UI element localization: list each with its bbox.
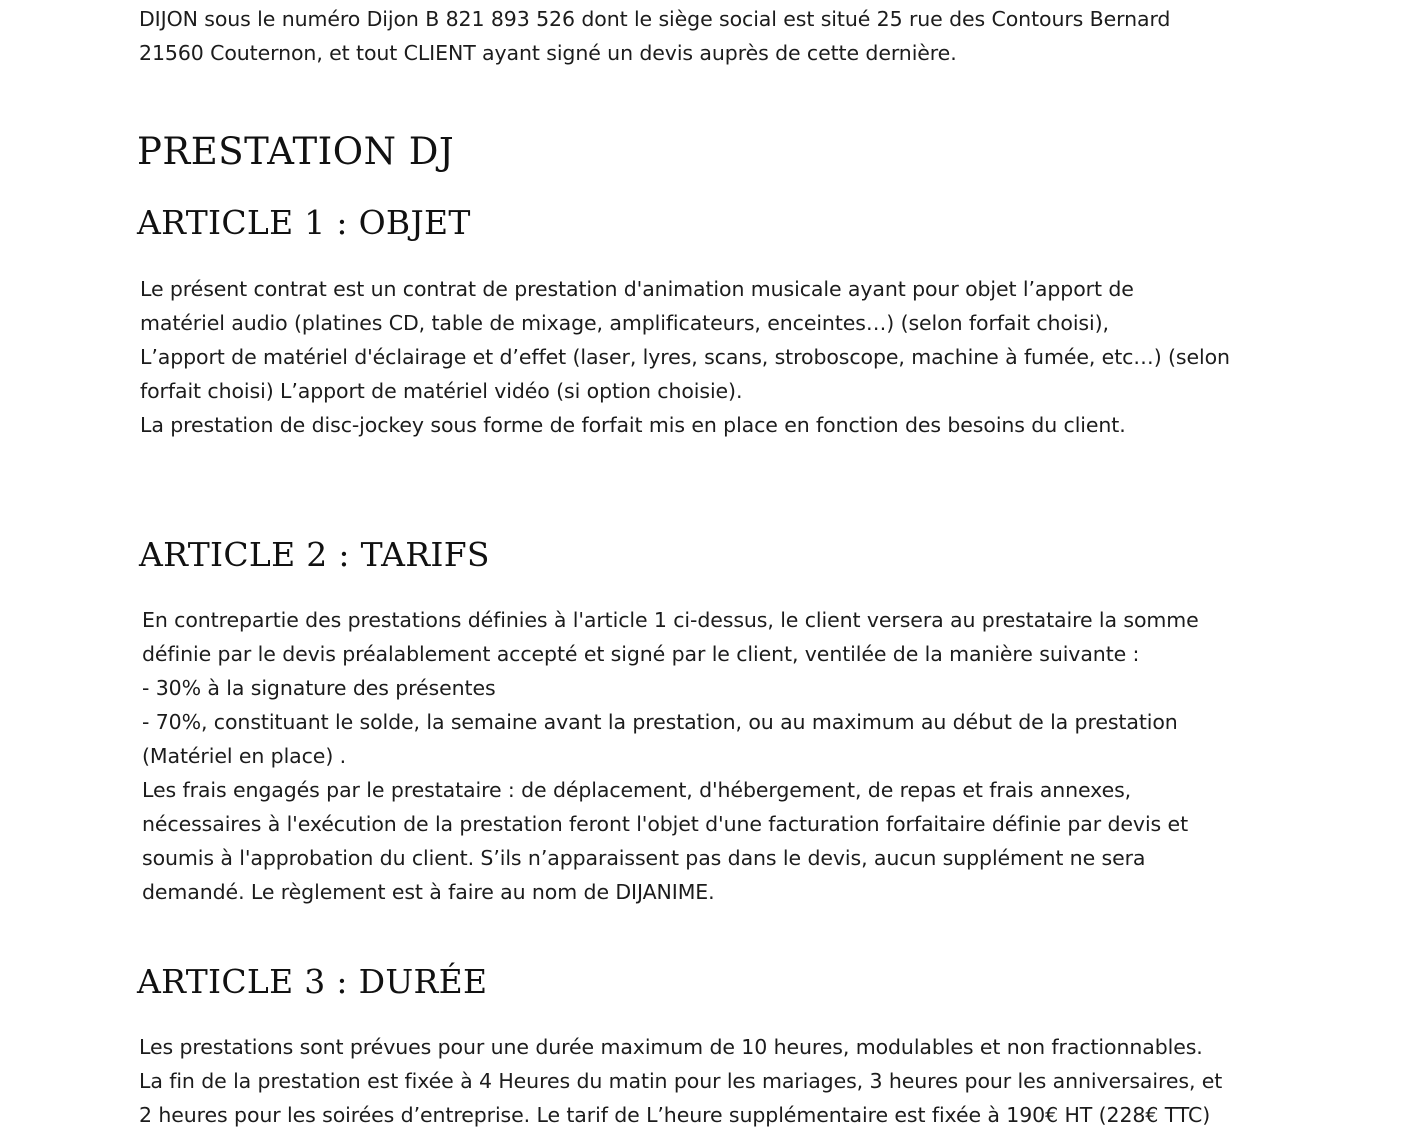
article-1-line: forfait choisi) L’apport de matériel vidéo (si option choisie).: [140, 379, 743, 403]
intro-paragraph: [139, 2, 1170, 70]
article-2-line: Les frais engagés par le prestataire : de déplacement, d'hébergement, de repas et frais annexes,: [142, 778, 1132, 802]
section-title: PRESTATION DJ: [137, 130, 455, 173]
article-3-body: [139, 1030, 1222, 1132]
article-2-line: (Matériel en place) .: [142, 744, 347, 768]
article-1-body: [140, 272, 1230, 442]
article-2-line: nécessaires à l'exécution de la prestation feront l'objet d'une facturation forfaitaire définie par devis et: [142, 812, 1189, 836]
article-2-line: - 30% à la signature des présentes: [142, 676, 496, 700]
article-1-line: matériel audio (platines CD, table de mixage, amplificateurs, enceintes…) (selon forfait choisi),: [140, 311, 1109, 335]
article-2-line: En contrepartie des prestations définies à l'article 1 ci-dessus, le client versera au prestataire la somme: [142, 608, 1199, 632]
article-2-line: définie par le devis préalablement accepté et signé par le client, ventilée de la manière suivante :: [142, 642, 1140, 666]
article-2-heading: ARTICLE 2 : TARIFS: [139, 535, 490, 574]
article-3-line: 2 heures pour les soirées d’entreprise. Le tarif de L’heure supplémentaire est fixée à 190€ HT (228€ TTC): [139, 1103, 1211, 1127]
article-2-line: demandé. Le règlement est à faire au nom de DIJANIME.: [142, 880, 715, 904]
article-1-line: La prestation de disc-jockey sous forme de forfait mis en place en fonction des besoins du client.: [140, 413, 1126, 437]
article-1-line: Le présent contrat est un contrat de prestation d'animation musicale ayant pour objet l’apport de: [140, 277, 1134, 301]
article-3-line: La fin de la prestation est fixée à 4 Heures du matin pour les mariages, 3 heures pour les anniversaires, et: [139, 1069, 1223, 1093]
article-3-heading: ARTICLE 3 : DURÉE: [137, 962, 488, 1001]
article-3-line: Les prestations sont prévues pour une durée maximum de 10 heures, modulables et non fractionnables.: [139, 1035, 1203, 1059]
article-1-line: L’apport de matériel d'éclairage et d’effet (laser, lyres, scans, stroboscope, machine à fumée, etc…) (selon: [140, 345, 1230, 369]
article-1-heading: ARTICLE 1 : OBJET: [137, 203, 471, 242]
intro-line: 21560 Couternon, et tout CLIENT ayant signé un devis auprès de cette dernière.: [139, 41, 957, 65]
article-2-body: [142, 603, 1199, 909]
article-2-line: soumis à l'approbation du client. S’ils n’apparaissent pas dans le devis, aucun supplément ne sera: [142, 846, 1146, 870]
article-2-line: - 70%, constituant le solde, la semaine avant la prestation, ou au maximum au début de la prestation: [142, 710, 1178, 734]
intro-line: DIJON sous le numéro Dijon B 821 893 526 dont le siège social est situé 25 rue des Contours Bernard: [139, 7, 1171, 31]
